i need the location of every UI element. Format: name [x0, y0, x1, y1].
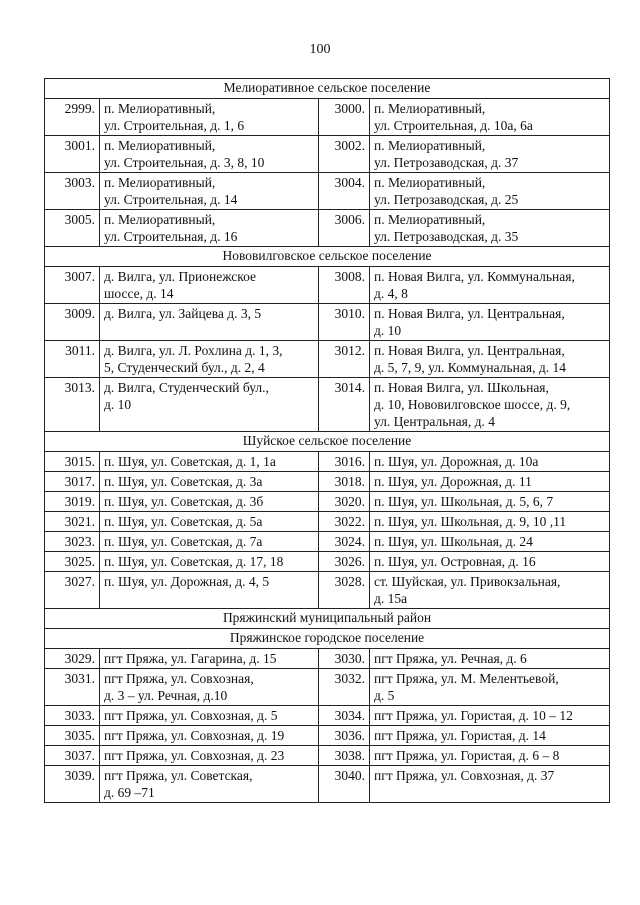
address-line: п. Мелиоративный,: [104, 138, 216, 153]
address-line: д. Вилга, ул. Прионежское: [104, 269, 257, 284]
station-number: 3026.: [319, 552, 370, 572]
address-line: пгт Пряжа, ул. Совхозная, д. 5: [104, 708, 278, 723]
station-address: [100, 746, 319, 766]
address-line: д. Вилга, Студенческий бул.,: [104, 380, 269, 395]
station-number: 2999.: [45, 99, 100, 136]
address-line: д. 5, 7, 9, ул. Коммунальная, д. 14: [374, 360, 566, 375]
table-row: [45, 304, 610, 341]
address-line: д. 5: [374, 688, 395, 703]
address-line: шоссе, д. 14: [104, 286, 174, 301]
station-number: 3005.: [45, 210, 100, 247]
station-address: [370, 649, 610, 669]
station-number: 3007.: [45, 267, 100, 304]
address-line: пгт Пряжа, ул. Речная, д. 6: [374, 651, 527, 666]
station-address: [370, 512, 610, 532]
station-address: [370, 304, 610, 341]
station-number: 3023.: [45, 532, 100, 552]
station-address: [370, 173, 610, 210]
station-number: 3037.: [45, 746, 100, 766]
address-line: д. Вилга, ул. Зайцева д. 3, 5: [104, 306, 262, 321]
station-address: [100, 532, 319, 552]
address-line: ул. Строительная, д. 10а, 6а: [374, 118, 533, 133]
station-number: 3015.: [45, 452, 100, 472]
address-line: п. Шуя, ул. Советская, д. 7а: [104, 534, 263, 549]
address-line: ул. Центральная, д. 4: [374, 414, 495, 429]
address-line: пгт Пряжа, ул. Совхозная,: [104, 671, 254, 686]
station-number: 3029.: [45, 649, 100, 669]
station-address: [370, 706, 610, 726]
station-number: 3028.: [319, 572, 370, 609]
address-line: п. Шуя, ул. Островная, д. 16: [374, 554, 536, 569]
station-number: 3039.: [45, 766, 100, 803]
address-line: ст. Шуйская, ул. Привокзальная,: [374, 574, 561, 589]
address-line: п. Шуя, ул. Советская, д. 3а: [104, 474, 263, 489]
station-address: [370, 766, 610, 803]
table-row: [45, 136, 610, 173]
address-line: п. Мелиоративный,: [104, 101, 216, 116]
address-line: п. Шуя, ул. Дорожная, д. 10а: [374, 454, 539, 469]
station-address: [370, 99, 610, 136]
address-line: д. 10: [104, 397, 132, 412]
address-line: пгт Пряжа, ул. Советская,: [104, 768, 253, 783]
station-number: 3032.: [319, 669, 370, 706]
station-address: [100, 706, 319, 726]
station-number: 3002.: [319, 136, 370, 173]
section-title: Нововилговское сельское поселение: [45, 247, 610, 267]
table-row: [45, 766, 610, 803]
section-header-row: [45, 432, 610, 452]
station-address: [100, 552, 319, 572]
station-address: [370, 341, 610, 378]
station-number: 3024.: [319, 532, 370, 552]
station-number: 3004.: [319, 173, 370, 210]
station-number: 3033.: [45, 706, 100, 726]
address-line: 5, Студенческий бул., д. 2, 4: [104, 360, 265, 375]
section-title: Пряжинское городское поселение: [45, 629, 610, 649]
station-number: 3008.: [319, 267, 370, 304]
station-number: 3019.: [45, 492, 100, 512]
station-address: [100, 726, 319, 746]
station-number: 3012.: [319, 341, 370, 378]
address-line: пгт Пряжа, ул. Гагарина, д. 15: [104, 651, 277, 666]
station-address: [100, 210, 319, 247]
page-number: 100: [309, 42, 331, 57]
station-number: 3034.: [319, 706, 370, 726]
address-line: ул. Строительная, д. 1, 6: [104, 118, 245, 133]
address-line: п. Шуя, ул. Школьная, д. 9, 10 ,11: [374, 514, 567, 529]
table-row: [45, 378, 610, 432]
address-line: п. Мелиоративный,: [374, 212, 486, 227]
station-address: [100, 304, 319, 341]
station-address: [100, 512, 319, 532]
address-line: п. Шуя, ул. Советская, д. 5а: [104, 514, 263, 529]
address-line: п. Новая Вилга, ул. Центральная,: [374, 343, 565, 358]
station-address: [370, 552, 610, 572]
table-row: [45, 492, 610, 512]
address-line: пгт Пряжа, ул. Совхозная, д. 37: [374, 768, 555, 783]
station-address: [370, 669, 610, 706]
address-line: пгт Пряжа, ул. Гористая, д. 14: [374, 728, 546, 743]
station-number: 3001.: [45, 136, 100, 173]
table-row: [45, 210, 610, 247]
station-address: [100, 341, 319, 378]
station-address: [100, 452, 319, 472]
station-address: [370, 267, 610, 304]
address-line: ул. Строительная, д. 16: [104, 229, 238, 244]
station-number: 3010.: [319, 304, 370, 341]
station-address: [100, 173, 319, 210]
address-line: п. Новая Вилга, ул. Центральная,: [374, 306, 565, 321]
station-address: [100, 649, 319, 669]
address-line: п. Шуя, ул. Советская, д. 3б: [104, 494, 264, 509]
table-row: [45, 706, 610, 726]
station-number: 3022.: [319, 512, 370, 532]
station-number: 3027.: [45, 572, 100, 609]
address-line: д. 10: [374, 323, 402, 338]
address-line: п. Мелиоративный,: [374, 101, 486, 116]
section-header-row: [45, 247, 610, 267]
address-line: п. Шуя, ул. Советская, д. 17, 18: [104, 554, 284, 569]
station-address: [100, 472, 319, 492]
station-address: [370, 572, 610, 609]
address-line: д. 10, Нововилговское шоссе, д. 9,: [374, 397, 571, 412]
station-address: [370, 210, 610, 247]
table-body: [45, 79, 610, 803]
section-title: Мелиоративное сельское поселение: [45, 79, 610, 99]
station-number: 3006.: [319, 210, 370, 247]
address-line: п. Шуя, ул. Школьная, д. 24: [374, 534, 533, 549]
address-line: д. 3 – ул. Речная, д.10: [104, 688, 228, 703]
station-number: 3009.: [45, 304, 100, 341]
address-line: д. 4, 8: [374, 286, 408, 301]
table-row: [45, 649, 610, 669]
section-header-row: [45, 79, 610, 99]
station-address: [370, 492, 610, 512]
station-number: 3040.: [319, 766, 370, 803]
station-number: 3021.: [45, 512, 100, 532]
station-address: [100, 267, 319, 304]
table-row: [45, 746, 610, 766]
station-number: 3030.: [319, 649, 370, 669]
address-line: п. Шуя, ул. Советская, д. 1, 1а: [104, 454, 276, 469]
address-line: пгт Пряжа, ул. Совхозная, д. 19: [104, 728, 285, 743]
station-address: [100, 669, 319, 706]
table-row: [45, 267, 610, 304]
address-line: д. Вилга, ул. Л. Рохлина д. 1, 3,: [104, 343, 283, 358]
station-number: 3038.: [319, 746, 370, 766]
station-number: 3035.: [45, 726, 100, 746]
station-number: 3017.: [45, 472, 100, 492]
station-address: [100, 492, 319, 512]
station-address: [100, 99, 319, 136]
station-number: 3016.: [319, 452, 370, 472]
address-line: п. Новая Вилга, ул. Коммунальная,: [374, 269, 575, 284]
address-line: п. Мелиоративный,: [374, 175, 486, 190]
polling-stations-table: [44, 78, 610, 803]
station-address: [370, 136, 610, 173]
address-line: п. Шуя, ул. Школьная, д. 5, 6, 7: [374, 494, 554, 509]
table-row: [45, 99, 610, 136]
section-header-row: [45, 629, 610, 649]
table-row: [45, 572, 610, 609]
address-line: ул. Петрозаводская, д. 35: [374, 229, 519, 244]
station-number: 3020.: [319, 492, 370, 512]
section-title: Шуйское сельское поселение: [45, 432, 610, 452]
address-line: п. Новая Вилга, ул. Школьная,: [374, 380, 549, 395]
station-address: [370, 472, 610, 492]
station-number: 3003.: [45, 173, 100, 210]
table-row: [45, 341, 610, 378]
address-line: п. Мелиоративный,: [374, 138, 486, 153]
address-line: ул. Строительная, д. 14: [104, 192, 238, 207]
address-line: п. Шуя, ул. Дорожная, д. 11: [374, 474, 532, 489]
station-number: 3025.: [45, 552, 100, 572]
address-line: п. Мелиоративный,: [104, 212, 216, 227]
station-number: 3011.: [45, 341, 100, 378]
address-line: ул. Строительная, д. 3, 8, 10: [104, 155, 265, 170]
station-address: [370, 532, 610, 552]
station-address: [100, 378, 319, 432]
address-line: пгт Пряжа, ул. Гористая, д. 10 – 12: [374, 708, 573, 723]
station-number: 3014.: [319, 378, 370, 432]
station-address: [100, 572, 319, 609]
address-line: п. Шуя, ул. Дорожная, д. 4, 5: [104, 574, 270, 589]
address-line: д. 15а: [374, 591, 408, 606]
address-line: пгт Пряжа, ул. М. Мелентьевой,: [374, 671, 559, 686]
station-address: [370, 452, 610, 472]
address-line: ул. Петрозаводская, д. 25: [374, 192, 519, 207]
address-line: ул. Петрозаводская, д. 37: [374, 155, 519, 170]
station-address: [370, 746, 610, 766]
station-number: 3000.: [319, 99, 370, 136]
table-row: [45, 552, 610, 572]
address-line: п. Мелиоративный,: [104, 175, 216, 190]
section-header-row: [45, 609, 610, 629]
station-address: [370, 378, 610, 432]
table-row: [45, 472, 610, 492]
address-line: пгт Пряжа, ул. Совхозная, д. 23: [104, 748, 285, 763]
station-number: 3013.: [45, 378, 100, 432]
section-title: Пряжинский муниципальный район: [45, 609, 610, 629]
station-address: [100, 766, 319, 803]
station-number: 3031.: [45, 669, 100, 706]
table-row: [45, 452, 610, 472]
station-address: [100, 136, 319, 173]
station-address: [370, 726, 610, 746]
table-row: [45, 669, 610, 706]
table-row: [45, 532, 610, 552]
station-number: 3018.: [319, 472, 370, 492]
table-row: [45, 512, 610, 532]
station-number: 3036.: [319, 726, 370, 746]
address-line: д. 69 –71: [104, 785, 155, 800]
table-row: [45, 726, 610, 746]
table-row: [45, 173, 610, 210]
address-line: пгт Пряжа, ул. Гористая, д. 6 – 8: [374, 748, 560, 763]
